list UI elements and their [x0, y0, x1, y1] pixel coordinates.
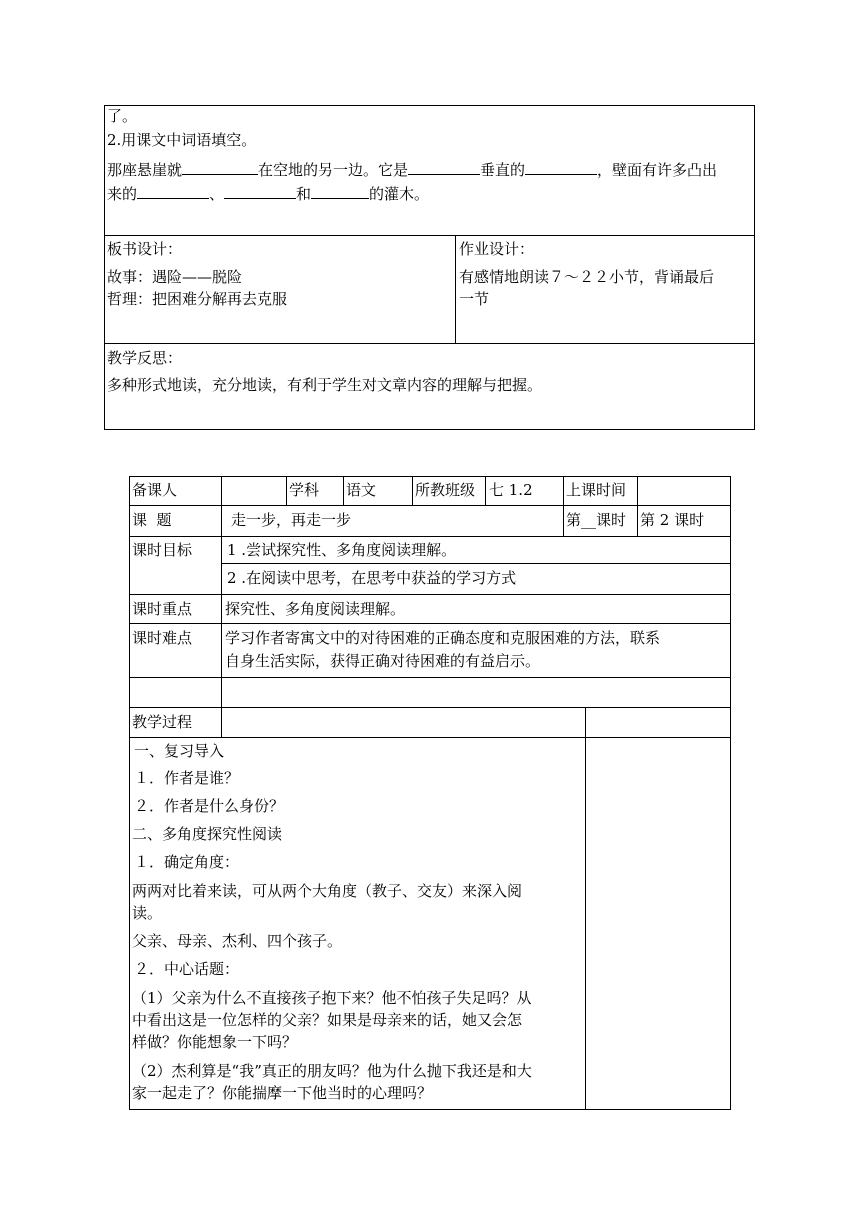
process-line: （1）父亲为什么不直接孩子抱下来？他不怕孩子失足吗？从 — [132, 989, 532, 1007]
process-line: 读。 — [132, 904, 163, 922]
homework-line-2: 一节 — [459, 290, 490, 308]
blank-field[interactable] — [224, 184, 296, 199]
column-divider — [455, 235, 456, 343]
row-divider — [221, 563, 731, 564]
exercise-title: 2.用课文中词语填空。 — [107, 131, 257, 149]
fill-text: 的灌木。 — [369, 185, 430, 203]
blank-field[interactable] — [525, 160, 597, 175]
row-divider — [104, 343, 755, 344]
process-line: 样做？你能想象一下吗？ — [132, 1033, 298, 1051]
column-divider — [585, 707, 586, 1110]
topic-label: 课 题 — [132, 511, 172, 529]
period-label: 第__课时 — [566, 511, 627, 529]
row-divider — [129, 594, 731, 595]
fill-blank-line-1 — [107, 160, 717, 179]
process-line: 父亲、母亲、杰利、四个孩子。 — [132, 932, 343, 950]
topic-value: 走一步，再走一步 — [231, 511, 352, 529]
fill-text: ，壁面有许多凸出 — [597, 161, 718, 179]
preparer-label: 备课人 — [132, 481, 178, 499]
homework-line-1: 有感情地朗读７～２２小节，背诵最后 — [459, 268, 715, 286]
process-line: 中看出这是一位怎样的父亲？如果是母亲来的话，她又会怎 — [132, 1011, 523, 1029]
subject-label: 学科 — [289, 481, 320, 499]
reflection-text: 多种形式地读，充分地读，有利于学生对文章内容的理解与把握。 — [107, 376, 543, 394]
class-time-label: 上课时间 — [566, 481, 627, 499]
continuation-text: 了。 — [107, 107, 138, 125]
process-line: ２．作者是什么身份？ — [134, 797, 285, 815]
column-divider — [637, 476, 638, 536]
fill-text: 垂直的 — [480, 161, 526, 179]
row-divider — [104, 235, 755, 236]
process-line: 二、多角度探究性阅读 — [132, 825, 283, 843]
process-line: 两两对比着来读，可从两个大角度（教子、交友）来深入阅 — [132, 882, 523, 900]
class-label: 所教班级 — [415, 481, 476, 499]
difficulty-label: 课时难点 — [132, 629, 193, 647]
reflection-title: 教学反思： — [107, 349, 183, 367]
focus-value: 探究性、多角度阅读理解。 — [225, 600, 406, 618]
blank-field[interactable] — [137, 184, 209, 199]
process-line: （2）杰利算是“我”真正的朋友吗？他为什么抛下我还是和大 — [132, 1062, 532, 1080]
blank-field[interactable] — [311, 184, 369, 199]
goal-item: 1 .尝试探究性、多角度阅读理解。 — [227, 541, 457, 559]
blank-field[interactable] — [408, 160, 480, 175]
column-divider — [485, 476, 486, 505]
board-design-title: 板书设计： — [107, 240, 183, 258]
board-design-line-1: 故事：遇险——脱险 — [107, 268, 243, 286]
process-line: ２．中心话题： — [134, 960, 240, 978]
row-divider — [129, 505, 731, 506]
goals-label: 课时目标 — [132, 541, 193, 559]
row-divider — [129, 623, 731, 624]
fill-text: 来的 — [107, 185, 138, 203]
subject-value: 语文 — [346, 481, 377, 499]
difficulty-line-1: 学习作者寄寓文中的对待困难的正确态度和克服困难的方法，联系 — [225, 629, 661, 647]
process-line: 一、复习导入 — [134, 742, 225, 760]
process-label: 教学过程 — [132, 713, 193, 731]
column-divider — [563, 476, 564, 536]
homework-title: 作业设计： — [459, 240, 535, 258]
fill-text: 那座悬崖就 — [107, 161, 183, 179]
fill-text: 和 — [296, 185, 312, 203]
fill-blank-line-2 — [107, 184, 429, 203]
row-divider — [129, 536, 731, 537]
blank-field[interactable] — [182, 160, 258, 175]
column-divider — [221, 476, 222, 737]
row-divider — [129, 737, 731, 738]
period-value: 第 2 课时 — [640, 511, 705, 529]
row-divider — [129, 677, 731, 678]
column-divider — [412, 476, 413, 505]
class-value: 七 1.2 — [489, 481, 533, 499]
process-line: １．作者是谁？ — [134, 769, 240, 787]
focus-label: 课时重点 — [132, 600, 193, 618]
row-divider — [129, 707, 731, 708]
difficulty-line-2: 自身生活实际，获得正确对待困难的有益启示。 — [225, 652, 541, 670]
column-divider — [286, 476, 287, 505]
goal-item: 2 .在阅读中思考，在思考中获益的学习方式 — [227, 569, 517, 587]
process-line: 家一起走了？你能揣摩一下他当时的心理吗？ — [132, 1084, 433, 1102]
process-line: １．确定角度： — [134, 853, 240, 871]
fill-text: 、 — [209, 185, 225, 203]
fill-text: 在空地的另一边。它是 — [258, 161, 409, 179]
column-divider — [343, 476, 344, 505]
board-design-line-2: 哲理：把困难分解再去克服 — [107, 290, 288, 308]
